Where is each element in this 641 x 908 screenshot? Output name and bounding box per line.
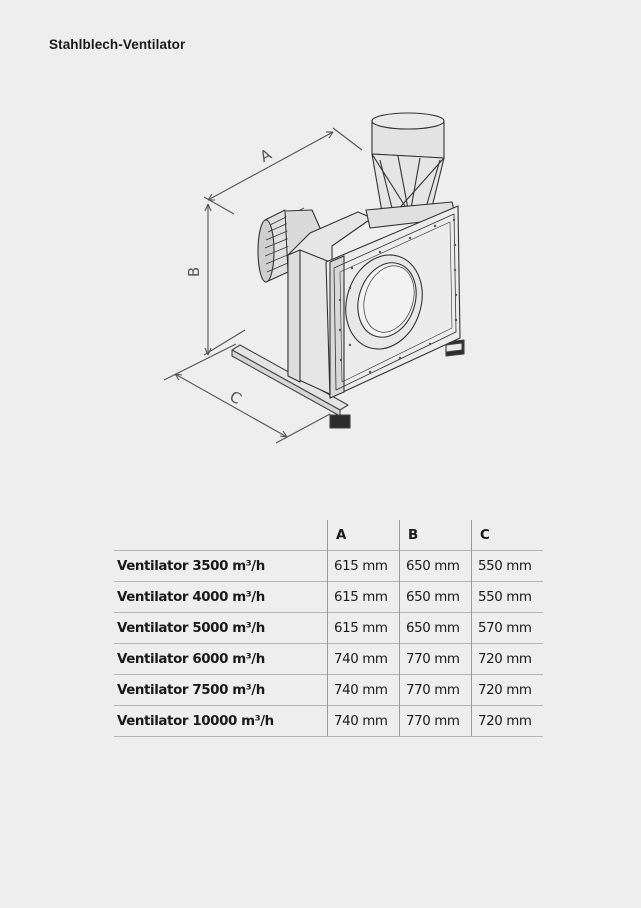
dimension-a-value: 740 mm bbox=[328, 675, 400, 706]
dimension-label-c: C bbox=[226, 387, 245, 409]
table-header-empty bbox=[114, 520, 328, 551]
table-row bbox=[114, 644, 543, 675]
table-row bbox=[114, 706, 543, 737]
column-header-c: C bbox=[472, 520, 544, 551]
dimension-a-value: 740 mm bbox=[328, 706, 400, 737]
model-name: Ventilator 10000 m³/h bbox=[114, 706, 328, 737]
dimension-a-value: 740 mm bbox=[328, 644, 400, 675]
model-name: Ventilator 6000 m³/h bbox=[114, 644, 328, 675]
model-name: Ventilator 7500 m³/h bbox=[114, 675, 328, 706]
model-name: Ventilator 5000 m³/h bbox=[114, 613, 328, 644]
dimension-a-value: 615 mm bbox=[328, 582, 400, 613]
table-row bbox=[114, 675, 543, 706]
dimension-a-value: 615 mm bbox=[328, 613, 400, 644]
inlet-funnel bbox=[366, 113, 456, 228]
table-header-row bbox=[114, 520, 543, 551]
dimension-b-value: 650 mm bbox=[400, 582, 472, 613]
dimension-line-b bbox=[204, 204, 245, 355]
dimension-c-value: 550 mm bbox=[472, 551, 544, 582]
dimension-b-value: 770 mm bbox=[400, 644, 472, 675]
dimension-c-value: 550 mm bbox=[472, 582, 544, 613]
model-name: Ventilator 4000 m³/h bbox=[114, 582, 328, 613]
model-name: Ventilator 3500 m³/h bbox=[114, 551, 328, 582]
table-row bbox=[114, 613, 543, 644]
page-title: Stahlblech-Ventilator bbox=[49, 37, 186, 52]
table-row bbox=[114, 551, 543, 582]
column-header-a: A bbox=[328, 520, 400, 551]
dimension-b-value: 650 mm bbox=[400, 551, 472, 582]
column-header-b: B bbox=[400, 520, 472, 551]
dimension-c-value: 720 mm bbox=[472, 675, 544, 706]
table-row bbox=[114, 582, 543, 613]
dimension-b-value: 650 mm bbox=[400, 613, 472, 644]
dimensions-table bbox=[114, 520, 543, 737]
dimension-label-a: A bbox=[256, 145, 275, 166]
dimension-b-value: 770 mm bbox=[400, 675, 472, 706]
dimension-b-value: 770 mm bbox=[400, 706, 472, 737]
dimension-c-value: 720 mm bbox=[472, 706, 544, 737]
dimension-label-b: B bbox=[185, 266, 203, 278]
dimension-c-value: 570 mm bbox=[472, 613, 544, 644]
dimension-c-value: 720 mm bbox=[472, 644, 544, 675]
dimension-a-value: 615 mm bbox=[328, 551, 400, 582]
dimension-line-a bbox=[204, 128, 362, 214]
